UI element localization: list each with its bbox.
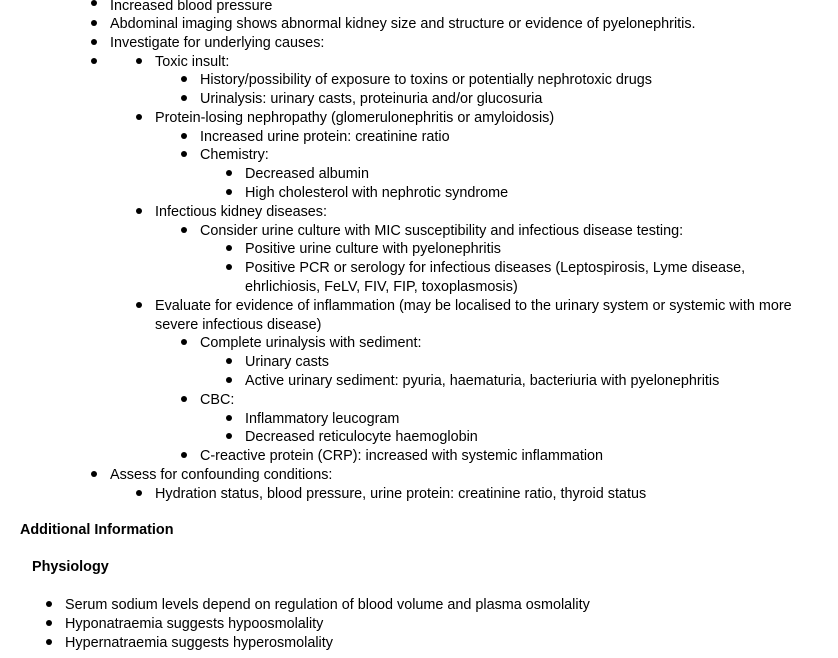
bullet-icon: [136, 302, 142, 308]
bullet-icon: [91, 471, 97, 477]
bullet-icon: [181, 133, 187, 139]
list-item: [0, 596, 838, 615]
bullet-icon: [181, 95, 187, 101]
list-item-text: Investigate for underlying causes:: [110, 35, 325, 51]
bullet-icon: [226, 170, 232, 176]
bullet-icon: [226, 189, 232, 195]
list-item: [0, 34, 838, 53]
list-item: [0, 53, 838, 72]
list-item-text: Infectious kidney diseases:: [155, 204, 327, 220]
list-item: [0, 165, 838, 184]
list-item: [0, 90, 838, 109]
list-item: [0, 240, 838, 259]
list-item: [0, 0, 838, 16]
list-item: [0, 634, 838, 653]
section-heading: Additional Information: [20, 522, 174, 538]
list-item-text: ehrlichiosis, FeLV, FIV, FIP, toxoplasmosis): [245, 279, 518, 295]
bullet-icon: [91, 0, 97, 6]
bullet-icon: [181, 339, 187, 345]
bullet-icon: [226, 433, 232, 439]
bullet-icon: [226, 264, 232, 270]
bullet-icon: [181, 396, 187, 402]
list-item-text: Chemistry:: [200, 147, 269, 163]
list-item: [0, 71, 838, 90]
subsection-heading: Physiology: [32, 559, 109, 575]
list-item-text: Positive urine culture with pyelonephritis: [245, 241, 501, 257]
list-item-text: Evaluate for evidence of inflammation (may be localised to the urinary system or systemic with more: [155, 298, 792, 314]
bullet-icon: [181, 227, 187, 233]
list-item: [0, 334, 838, 353]
list-item: [0, 372, 838, 391]
list-item: [0, 259, 838, 278]
list-item-text: Consider urine culture with MIC susceptibility and infectious disease testing:: [200, 223, 684, 239]
list-item: [0, 615, 838, 634]
bullet-icon: [91, 39, 97, 45]
list-item: [0, 222, 838, 241]
list-item: [0, 466, 838, 485]
list-item-text: Increased urine protein: creatinine ratio: [200, 129, 450, 145]
list-item: [0, 353, 838, 372]
list-item-text: High cholesterol with nephrotic syndrome: [245, 185, 509, 201]
bullet-icon: [91, 58, 97, 64]
list-item-continuation: [0, 316, 838, 335]
list-item-text: Active urinary sediment: pyuria, haematuria, bacteriuria with pyelonephritis: [245, 373, 720, 389]
list-item-text: Decreased reticulocyte haemoglobin: [245, 429, 478, 445]
bullet-icon: [226, 377, 232, 383]
list-item: [0, 109, 838, 128]
list-item-text: Complete urinalysis with sediment:: [200, 335, 422, 351]
list-item-text: Urinalysis: urinary casts, proteinuria and/or glucosuria: [200, 91, 543, 107]
list-item: [0, 15, 838, 34]
list-item: [0, 128, 838, 147]
bullet-icon: [136, 208, 142, 214]
list-item-text: Protein-losing nephropathy (glomerulonephritis or amyloidosis): [155, 110, 555, 126]
list-item-continuation: [0, 278, 838, 297]
list-item-text: severe infectious disease): [155, 317, 322, 333]
list-item-text: Inflammatory leucogram: [245, 411, 400, 427]
bullet-icon: [181, 452, 187, 458]
bullet-icon: [91, 20, 97, 26]
list-item-text: C-reactive protein (CRP): increased with systemic inflammation: [200, 448, 604, 464]
list-item-text: Serum sodium levels depend on regulation of blood volume and plasma osmolality: [65, 597, 590, 613]
list-item: [0, 146, 838, 165]
list-item: [0, 410, 838, 429]
list-item-text: Hydration status, blood pressure, urine protein: creatinine ratio, thyroid status: [155, 486, 647, 502]
list-item-text: Abdominal imaging shows abnormal kidney size and structure or evidence of pyelonephritis.: [110, 16, 696, 32]
bullet-icon: [136, 490, 142, 496]
list-item: [0, 203, 838, 222]
list-item-text: Toxic insult:: [155, 54, 230, 70]
list-item: [0, 485, 838, 504]
list-item-text: History/possibility of exposure to toxins or potentially nephrotoxic drugs: [200, 72, 652, 88]
bullet-icon: [226, 245, 232, 251]
bullet-icon: [226, 358, 232, 364]
list-item-text: Increased blood pressure: [110, 0, 273, 14]
bullet-icon: [46, 620, 52, 626]
list-item-text: Hypernatraemia suggests hyperosmolality: [65, 635, 333, 651]
list-item: [0, 447, 838, 466]
bullet-icon: [136, 114, 142, 120]
list-item-text: Urinary casts: [245, 354, 329, 370]
list-item-text: Decreased albumin: [245, 166, 369, 182]
bullet-icon: [136, 58, 142, 64]
list-item-text: CBC:: [200, 392, 235, 408]
bullet-icon: [46, 601, 52, 607]
list-item: [0, 391, 838, 410]
list-item-text: Positive PCR or serology for infectious diseases (Leptospirosis, Lyme disease,: [245, 260, 746, 276]
list-item-text: Assess for confounding conditions:: [110, 467, 333, 483]
bullet-icon: [46, 639, 52, 645]
list-item-text: Hyponatraemia suggests hypoosmolality: [65, 616, 324, 632]
list-item: [0, 297, 838, 316]
bullet-icon: [181, 151, 187, 157]
bullet-icon: [226, 415, 232, 421]
list-item: [0, 428, 838, 447]
list-item: [0, 184, 838, 203]
bullet-icon: [181, 76, 187, 82]
